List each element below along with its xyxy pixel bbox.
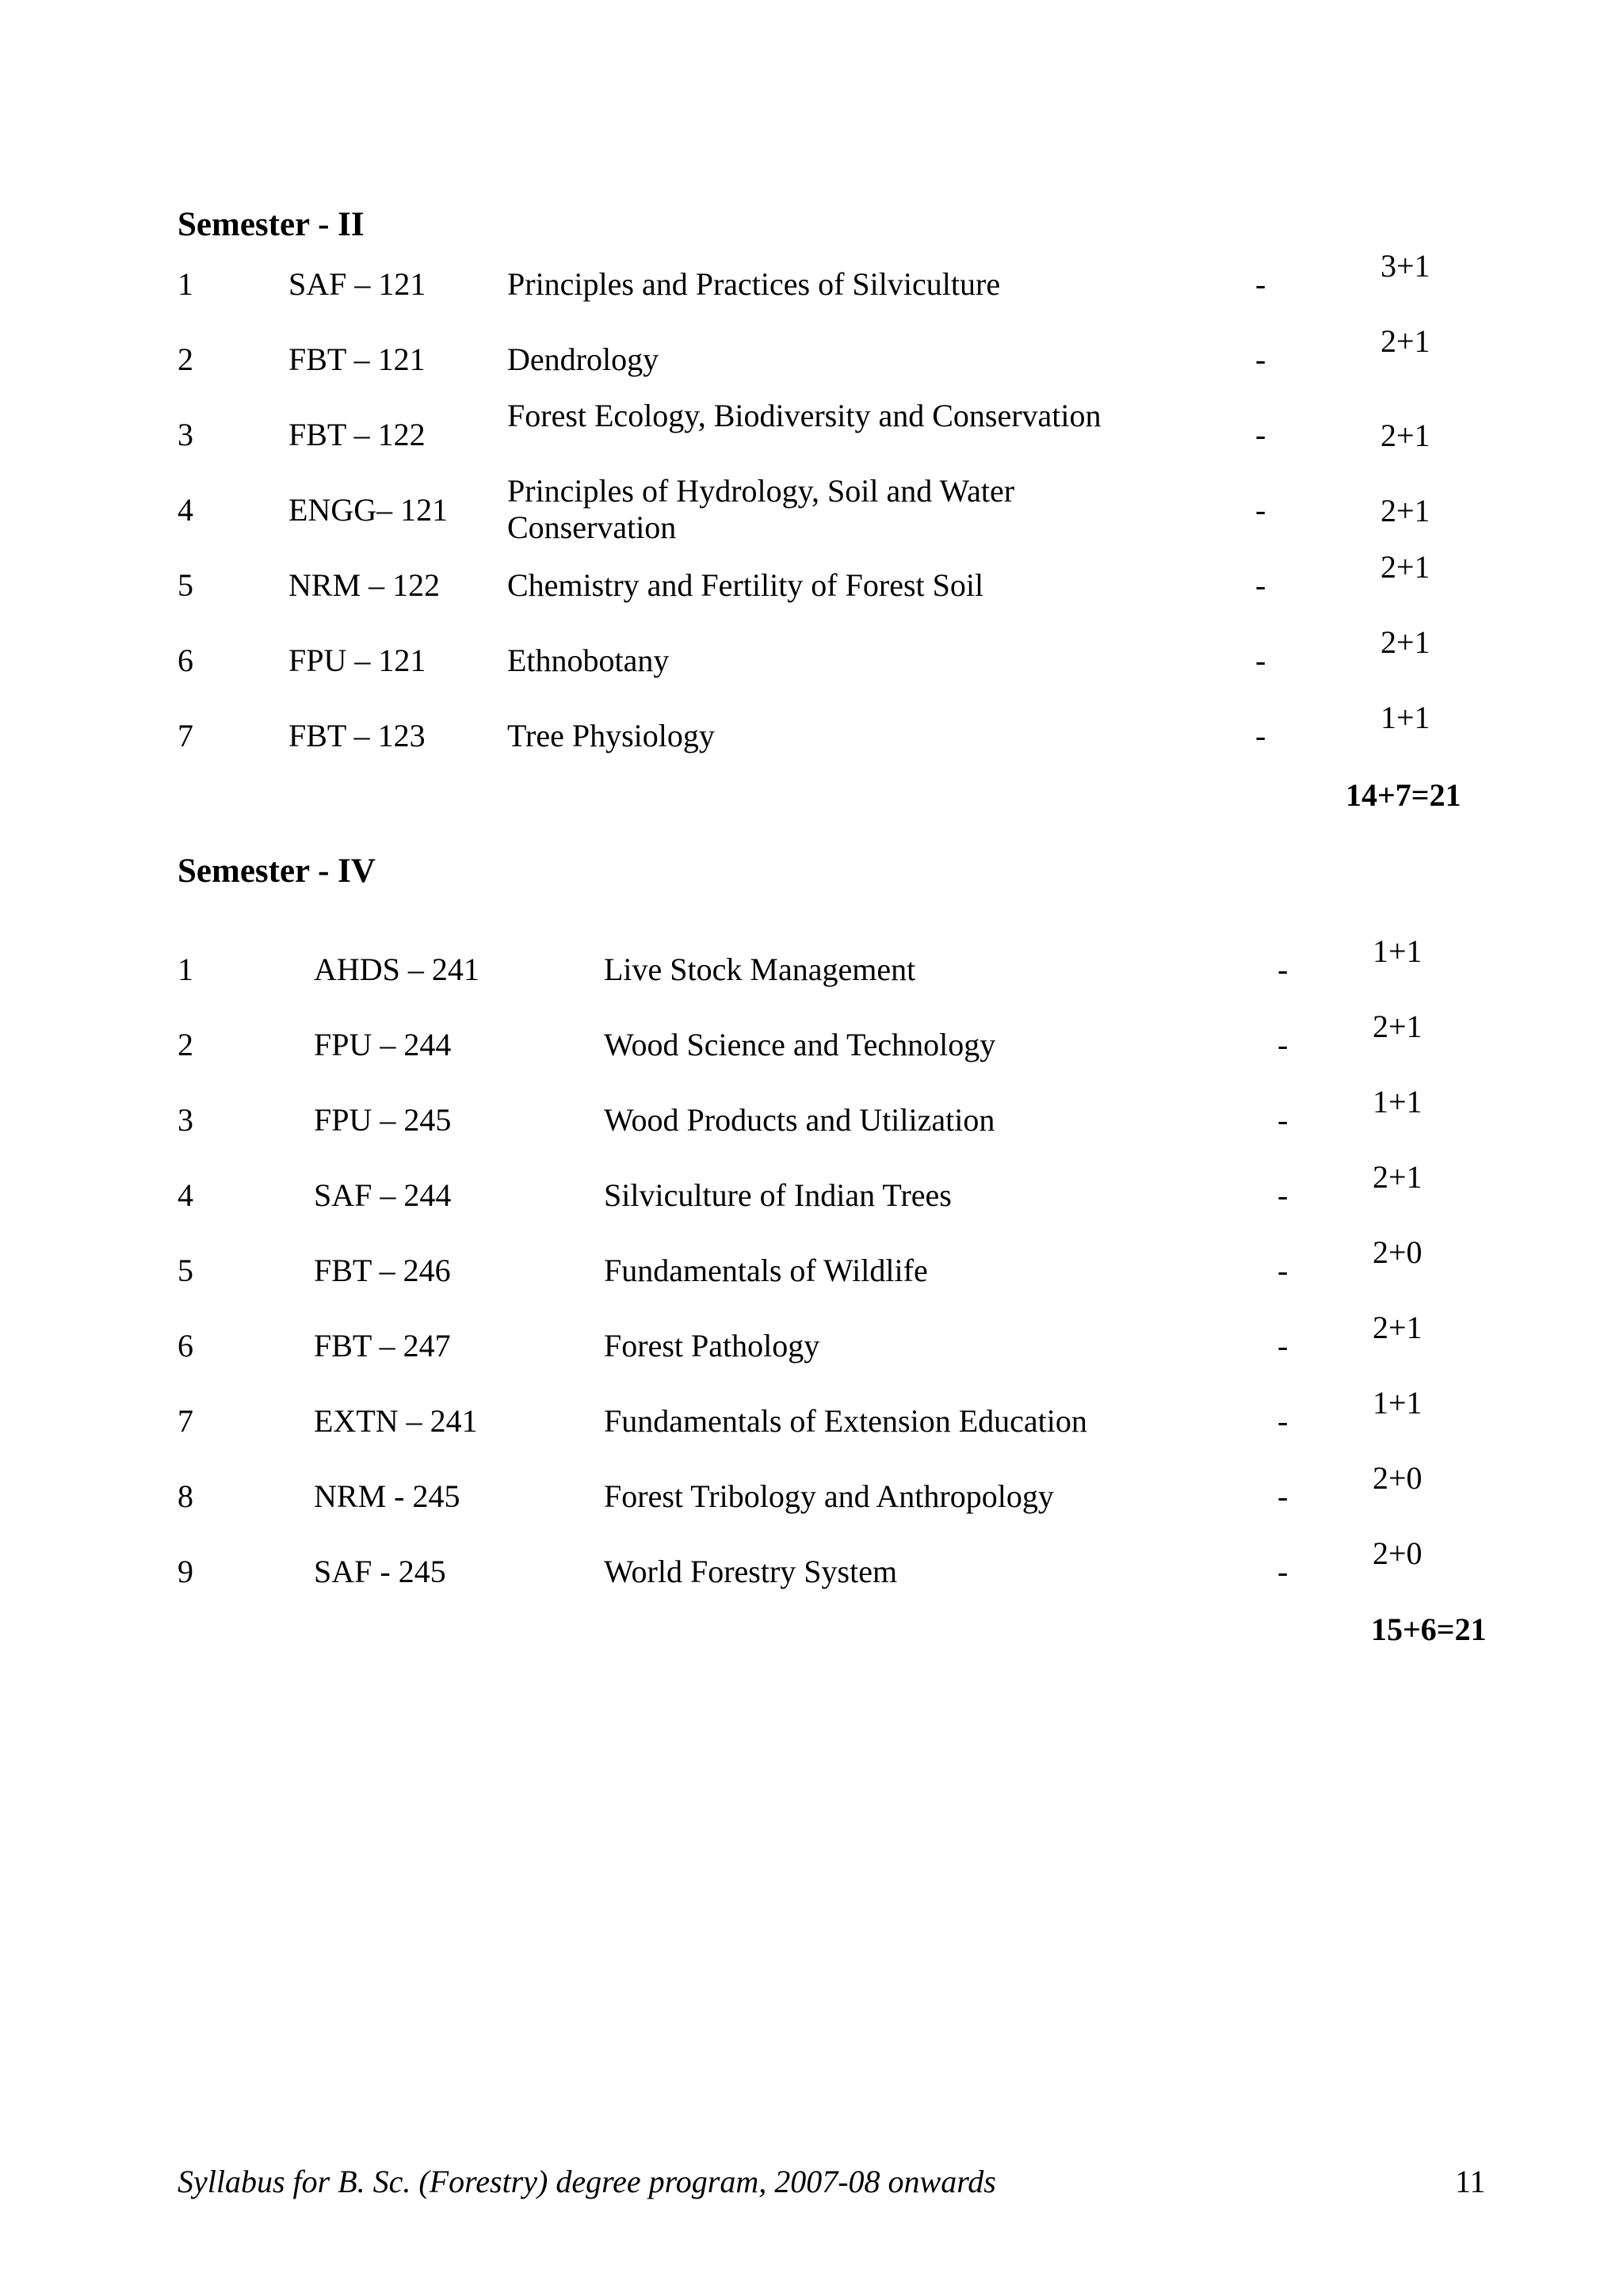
semester-iv-course-row (0, 1009, 1623, 1074)
course-dash: - (1277, 1554, 1289, 1589)
semester-iv-course-row (0, 933, 1623, 999)
course-title: Forest Ecology, Biodiversity and Conservation (507, 398, 1102, 433)
semester-ii-course-row (0, 248, 1623, 314)
course-title: Fundamentals of Wildlife (604, 1253, 928, 1288)
course-title: Principles of Hydrology, Soil and Water Conservation (507, 473, 1015, 545)
semester-iv-course-row (0, 1385, 1623, 1451)
course-title: Dendrology (507, 341, 659, 377)
course-dash: - (1255, 417, 1266, 452)
course-credits: 2+0 (1373, 1234, 1423, 1270)
course-code: FPU – 245 (314, 1102, 452, 1138)
course-title: Forest Tribology and Anthropology (604, 1478, 1054, 1514)
course-credits: 2+1 (1373, 1310, 1423, 1345)
semester-iv-heading: Semester - IV (178, 852, 376, 890)
course-code: FBT – 121 (288, 341, 426, 377)
course-code: EXTN – 241 (314, 1403, 478, 1439)
course-credits: 2+0 (1373, 1460, 1423, 1496)
course-title: Ethnobotany (507, 643, 670, 678)
course-credits: 1+1 (1381, 700, 1430, 735)
course-dash: - (1255, 341, 1266, 377)
course-title: Fundamentals of Extension Education (604, 1403, 1087, 1439)
course-number: 1 (178, 952, 193, 987)
course-number: 2 (178, 341, 193, 377)
course-credits: 2+1 (1381, 418, 1430, 453)
semester-iv-course-row (0, 1159, 1623, 1225)
page-number: 11 (1455, 2164, 1486, 2199)
course-number: 4 (178, 1177, 193, 1213)
course-title: Wood Products and Utilization (604, 1102, 995, 1138)
course-code: FBT – 246 (314, 1253, 451, 1288)
course-number: 7 (178, 1403, 193, 1439)
course-credits: 2+1 (1373, 1009, 1423, 1044)
course-dash: - (1255, 643, 1266, 678)
semester-ii-course-row (0, 323, 1623, 389)
semester-ii-course-row (0, 549, 1623, 615)
course-number: 6 (178, 1328, 193, 1363)
course-credits: 2+0 (1373, 1535, 1423, 1571)
semester-ii-course-row (0, 624, 1623, 690)
course-number: 1 (178, 266, 193, 302)
course-dash: - (1255, 492, 1266, 528)
course-code: FBT – 123 (288, 718, 426, 753)
course-code: FPU – 244 (314, 1027, 452, 1062)
course-code: SAF – 121 (288, 266, 426, 302)
course-number: 5 (178, 1253, 193, 1288)
semester-iv-course-row (0, 1460, 1623, 1526)
course-code: SAF - 245 (314, 1554, 446, 1589)
course-number: 2 (178, 1027, 193, 1062)
semester-ii-total-credits: 14+7=21 (1346, 777, 1461, 813)
course-credits: 2+1 (1381, 624, 1430, 660)
course-credits: 1+1 (1373, 933, 1423, 969)
semester-iv-course-row (0, 1535, 1623, 1601)
course-title: Silviculture of Indian Trees (604, 1177, 952, 1213)
course-number: 8 (178, 1478, 193, 1514)
course-dash: - (1255, 266, 1266, 302)
course-title: Wood Science and Technology (604, 1027, 996, 1062)
course-code: FBT – 122 (288, 417, 426, 452)
semester-iv-total-credits: 15+6=21 (1371, 1611, 1487, 1647)
course-credits: 2+1 (1373, 1159, 1423, 1195)
course-code: NRM - 245 (314, 1478, 460, 1514)
semester-ii-heading: Semester - II (178, 206, 365, 243)
semester-iv-course-row (0, 1234, 1623, 1300)
course-credits: 1+1 (1373, 1385, 1423, 1421)
semester-ii-course-row (0, 398, 1623, 464)
course-credits: 3+1 (1381, 248, 1430, 284)
footer-text: Syllabus for B. Sc. (Forestry) degree program, 2007-08 onwards (178, 2164, 996, 2199)
course-credits: 2+1 (1381, 549, 1430, 585)
course-dash: - (1277, 1253, 1289, 1288)
course-dash: - (1277, 1328, 1289, 1363)
course-credits: 2+1 (1381, 323, 1430, 359)
course-number: 3 (178, 1102, 193, 1138)
course-number: 3 (178, 417, 193, 452)
semester-ii-course-row (0, 700, 1623, 765)
semester-ii-course-row (0, 473, 1623, 545)
course-code: FBT – 247 (314, 1328, 451, 1363)
course-title: Forest Pathology (604, 1328, 820, 1363)
course-title: Live Stock Management (604, 952, 916, 987)
course-number: 6 (178, 643, 193, 678)
course-dash: - (1277, 952, 1289, 987)
course-title: Principles and Practices of Silviculture (507, 266, 1001, 302)
course-number: 4 (178, 492, 193, 528)
semester-iv-course-row (0, 1310, 1623, 1375)
course-number: 9 (178, 1554, 193, 1589)
course-credits: 2+1 (1381, 493, 1430, 528)
course-dash: - (1255, 567, 1266, 603)
course-code: FPU – 121 (288, 643, 426, 678)
course-number: 5 (178, 567, 193, 603)
course-dash: - (1277, 1478, 1289, 1514)
course-number: 7 (178, 718, 193, 753)
course-title: Tree Physiology (507, 718, 715, 753)
course-code: AHDS – 241 (314, 952, 479, 987)
course-code: ENGG– 121 (288, 492, 449, 528)
course-dash: - (1255, 718, 1266, 753)
course-dash: - (1277, 1102, 1289, 1138)
semester-iv-course-row (0, 1084, 1623, 1150)
course-code: SAF – 244 (314, 1177, 452, 1213)
course-credits: 1+1 (1373, 1084, 1423, 1119)
course-dash: - (1277, 1403, 1289, 1439)
course-dash: - (1277, 1177, 1289, 1213)
course-dash: - (1277, 1027, 1289, 1062)
course-code: NRM – 122 (288, 567, 441, 603)
course-title: World Forestry System (604, 1554, 898, 1589)
course-title: Chemistry and Fertility of Forest Soil (507, 567, 984, 603)
